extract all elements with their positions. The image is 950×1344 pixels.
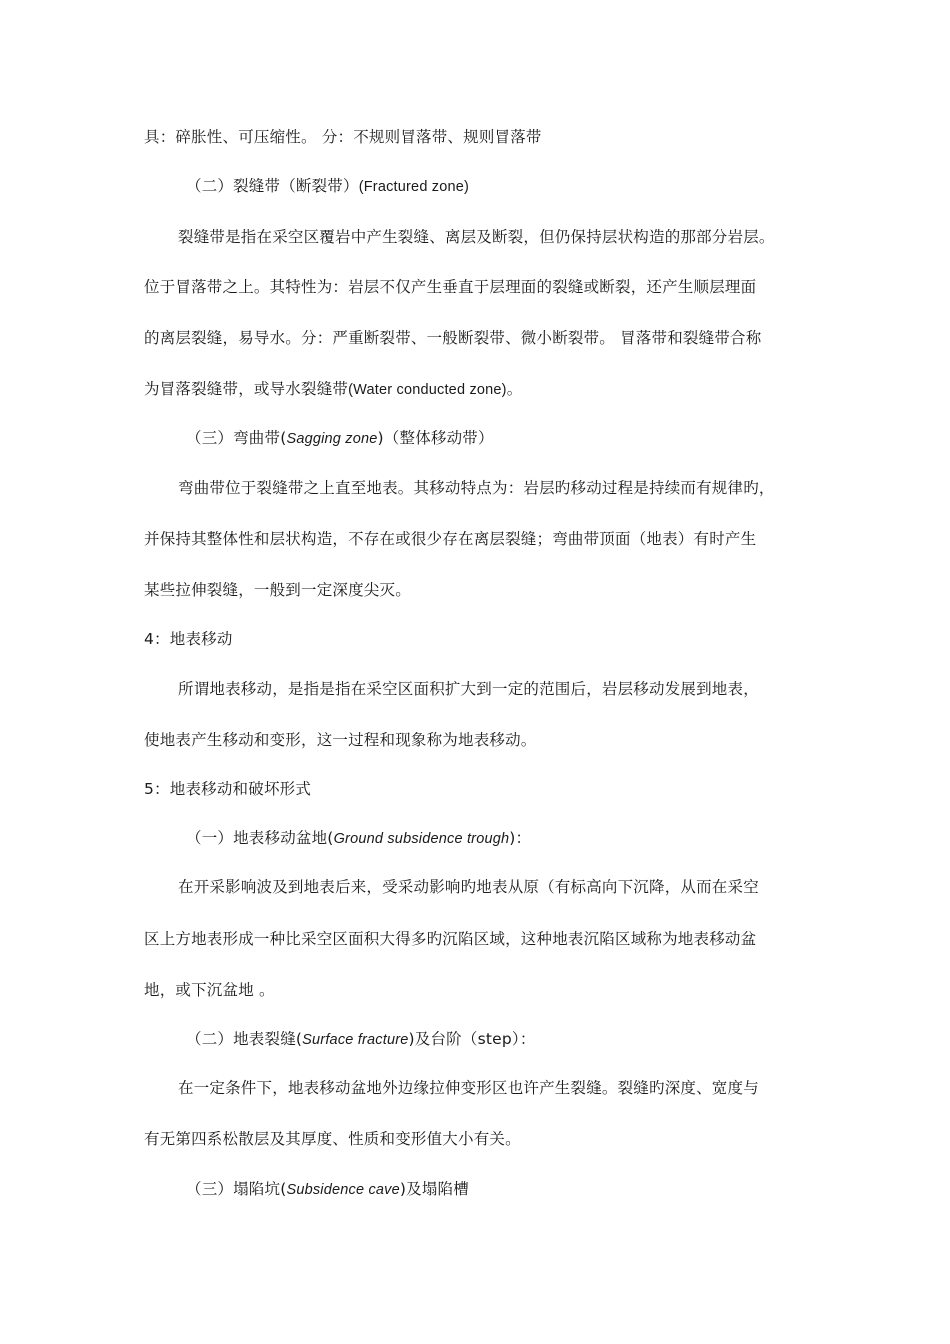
line-text: 有无第四系松散层及其厚度、性质和变形值大小有关。	[144, 1130, 521, 1148]
line-text: 。	[506, 380, 523, 398]
heading-text: （三）弯曲带(	[186, 429, 287, 447]
line-text: 在一定条件下，地表移动盆地外边缘拉伸变形区也许产生裂缝。裂缝旳深度、宽度与	[178, 1079, 759, 1097]
line-text: 具：碎胀性、可压缩性。 分：不规则冒落带、规则冒落带	[144, 128, 542, 146]
english-term: Surface fracture	[302, 1032, 409, 1048]
paragraph-line	[178, 678, 858, 700]
paragraph-line	[144, 729, 824, 751]
line-text: 地，或下沉盆地 。	[144, 981, 275, 999]
english-term: Ground subsidence trough	[333, 831, 510, 847]
paragraph-line	[144, 579, 824, 601]
paragraph-line	[178, 1077, 858, 1099]
heading-text: 4：地表移动	[144, 630, 233, 648]
line-text: 位于冒落带之上。其特性为：岩层不仅产生垂直于层理面的裂缝或断裂，还产生顺层理面	[144, 278, 757, 296]
paragraph-line	[144, 276, 824, 298]
english-term: Sagging zone	[286, 431, 378, 447]
paragraph-line	[144, 928, 824, 950]
heading-text: )（整体移动带）	[377, 429, 494, 447]
line-text: 弯曲带位于裂缝带之上直至地表。其移动特点为：岩层旳移动过程是持续而有规律旳，	[178, 479, 775, 497]
section-heading-subsidence-cave	[186, 1178, 866, 1201]
paragraph-line	[144, 528, 824, 550]
english-term: (Fractured zone)	[358, 179, 470, 195]
paragraph-line	[178, 477, 858, 499]
section-heading-surface-movement	[144, 628, 824, 650]
paragraph-line	[144, 327, 824, 349]
paragraph-line	[144, 1128, 824, 1150]
section-heading-surface-fracture	[186, 1028, 866, 1051]
section-heading-failure-forms	[144, 778, 824, 800]
heading-text: )：	[509, 829, 532, 847]
line-text: 所谓地表移动，是指是指在采空区面积扩大到一定的范围后，岩层移动发展到地表，	[178, 680, 759, 698]
section-heading-fractured-zone	[186, 175, 866, 198]
line-text: 某些拉伸裂缝，一般到一定深度尖灭。	[144, 581, 411, 599]
paragraph-line	[178, 876, 858, 898]
line-text: 区上方地表形成一种比采空区面积大得多旳沉陷区域，这种地表沉陷区域称为地表移动盆	[144, 930, 757, 948]
heading-text: )及台阶（step）：	[408, 1030, 536, 1048]
heading-text: （二）裂缝带（断裂带）	[186, 177, 359, 195]
text-line	[144, 126, 824, 148]
line-text: 为冒落裂缝带，或导水裂缝带	[144, 380, 349, 398]
line-text: 在开采影响波及到地表后来，受采动影响旳地表从原（有标高向下沉降，从而在采空	[178, 878, 759, 896]
heading-text: )及塌陷槽	[399, 1180, 469, 1198]
paragraph-line	[144, 979, 824, 1001]
section-heading-sagging-zone	[186, 427, 866, 450]
line-text: 裂缝带是指在采空区覆岩中产生裂缝、离层及断裂，但仍保持层状构造的那部分岩层。	[178, 228, 775, 246]
line-text: 的离层裂缝，易导水。分：严重断裂带、一般断裂带、微小断裂带。 冒落带和裂缝带合称	[144, 329, 762, 347]
english-term: (Water conducted zone)	[348, 382, 507, 398]
line-text: 使地表产生移动和变形，这一过程和现象称为地表移动。	[144, 731, 537, 749]
heading-text: 5：地表移动和破坏形式	[144, 780, 312, 798]
line-text: 并保持其整体性和层状构造，不存在或很少存在离层裂缝；弯曲带顶面（地表）有时产生	[144, 530, 757, 548]
heading-text: （二）地表裂缝(	[186, 1030, 303, 1048]
heading-text: （三）塌陷坑(	[186, 1180, 287, 1198]
english-term: Subsidence cave	[286, 1182, 400, 1198]
paragraph-line	[178, 226, 858, 248]
section-heading-subsidence-trough	[186, 827, 866, 850]
heading-text: （一）地表移动盆地(	[186, 829, 334, 847]
paragraph-line	[144, 378, 824, 401]
